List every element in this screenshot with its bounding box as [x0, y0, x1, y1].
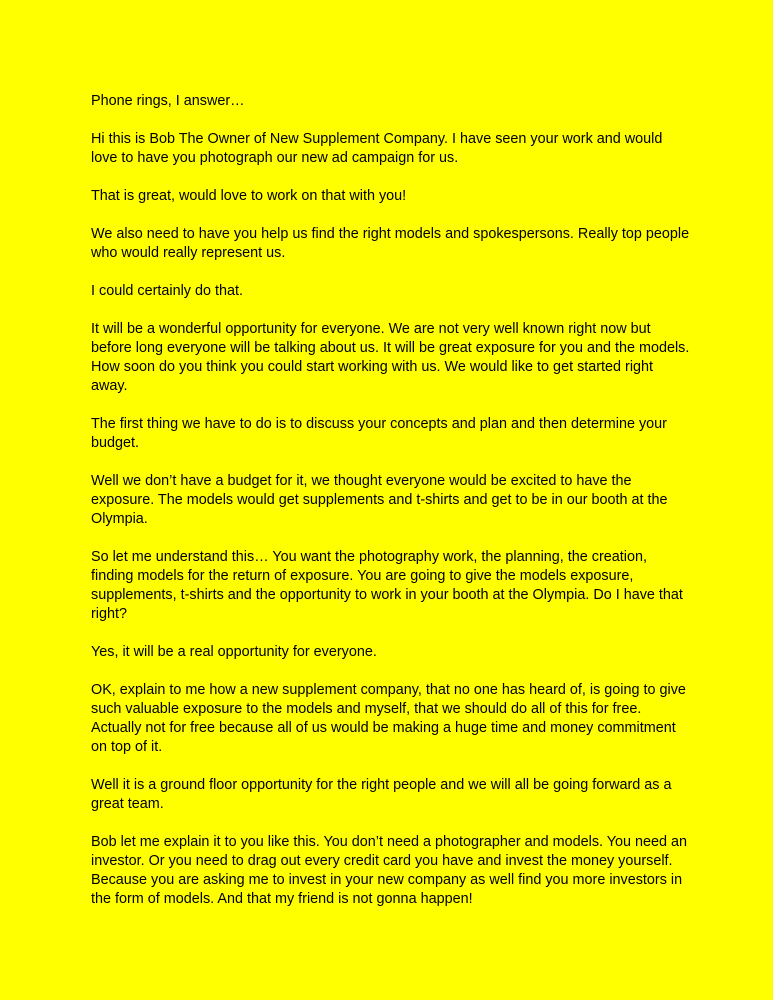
paragraph-conclusion: Bob let me explain it to you like this. You don’t need a photographer and models. You need an investor. Or you need to drag out every credit card you have and invest the money yourself. Because you are asking me to invest in your new company as well find you more investors in the form of models. And that my friend is not gonna happen!	[91, 834, 688, 907]
paragraph-ground-floor: Well it is a ground floor opportunity for the right people and we will all be going forward as a great team.	[91, 777, 672, 812]
paragraph-opportunity: It will be a wonderful opportunity for everyone. We are not very well known right now but before long everyone will be talking about us. It will be great exposure for you and the models. How soon do you think you could start working with us. We would like to get started right away.	[91, 321, 690, 394]
paragraph-no-budget: Well we don’t have a budget for it, we thought everyone would be excited to have the exposure. The models would get supplements and t-shirts and get to be in our booth at the Olympia.	[91, 473, 668, 527]
paragraph-understand: So let me understand this… You want the photography work, the planning, the creation, finding models for the return of exposure. You are going to give the models exposure, supplements, t-shirts and the opportunity to work in your booth at the Olympia. Do I have that right?	[91, 549, 683, 622]
paragraph-bob-greeting: Hi this is Bob The Owner of New Supplement Company. I have seen your work and would love to have you photograph our new ad campaign for us.	[91, 131, 663, 166]
paragraph-budget-question: The first thing we have to do is to discuss your concepts and plan and then determine your budget.	[91, 416, 667, 451]
paragraph-reply-great: That is great, would love to work on that with you!	[91, 188, 407, 204]
paragraph-reply-certainly: I could certainly do that.	[91, 283, 243, 299]
paragraph-real-opportunity: Yes, it will be a real opportunity for everyone.	[91, 644, 377, 660]
document-body	[91, 92, 691, 928]
paragraph-models-request: We also need to have you help us find the right models and spokespersons. Really top people who would really represent us.	[91, 226, 690, 261]
paragraph-intro: Phone rings, I answer…	[91, 93, 245, 109]
paragraph-explain: OK, explain to me how a new supplement company, that no one has heard of, is going to give such valuable exposure to the models and myself, that we should do all of this for free. Actually not for free because all of us would be making a huge time and money commitment on top of it.	[91, 682, 686, 755]
